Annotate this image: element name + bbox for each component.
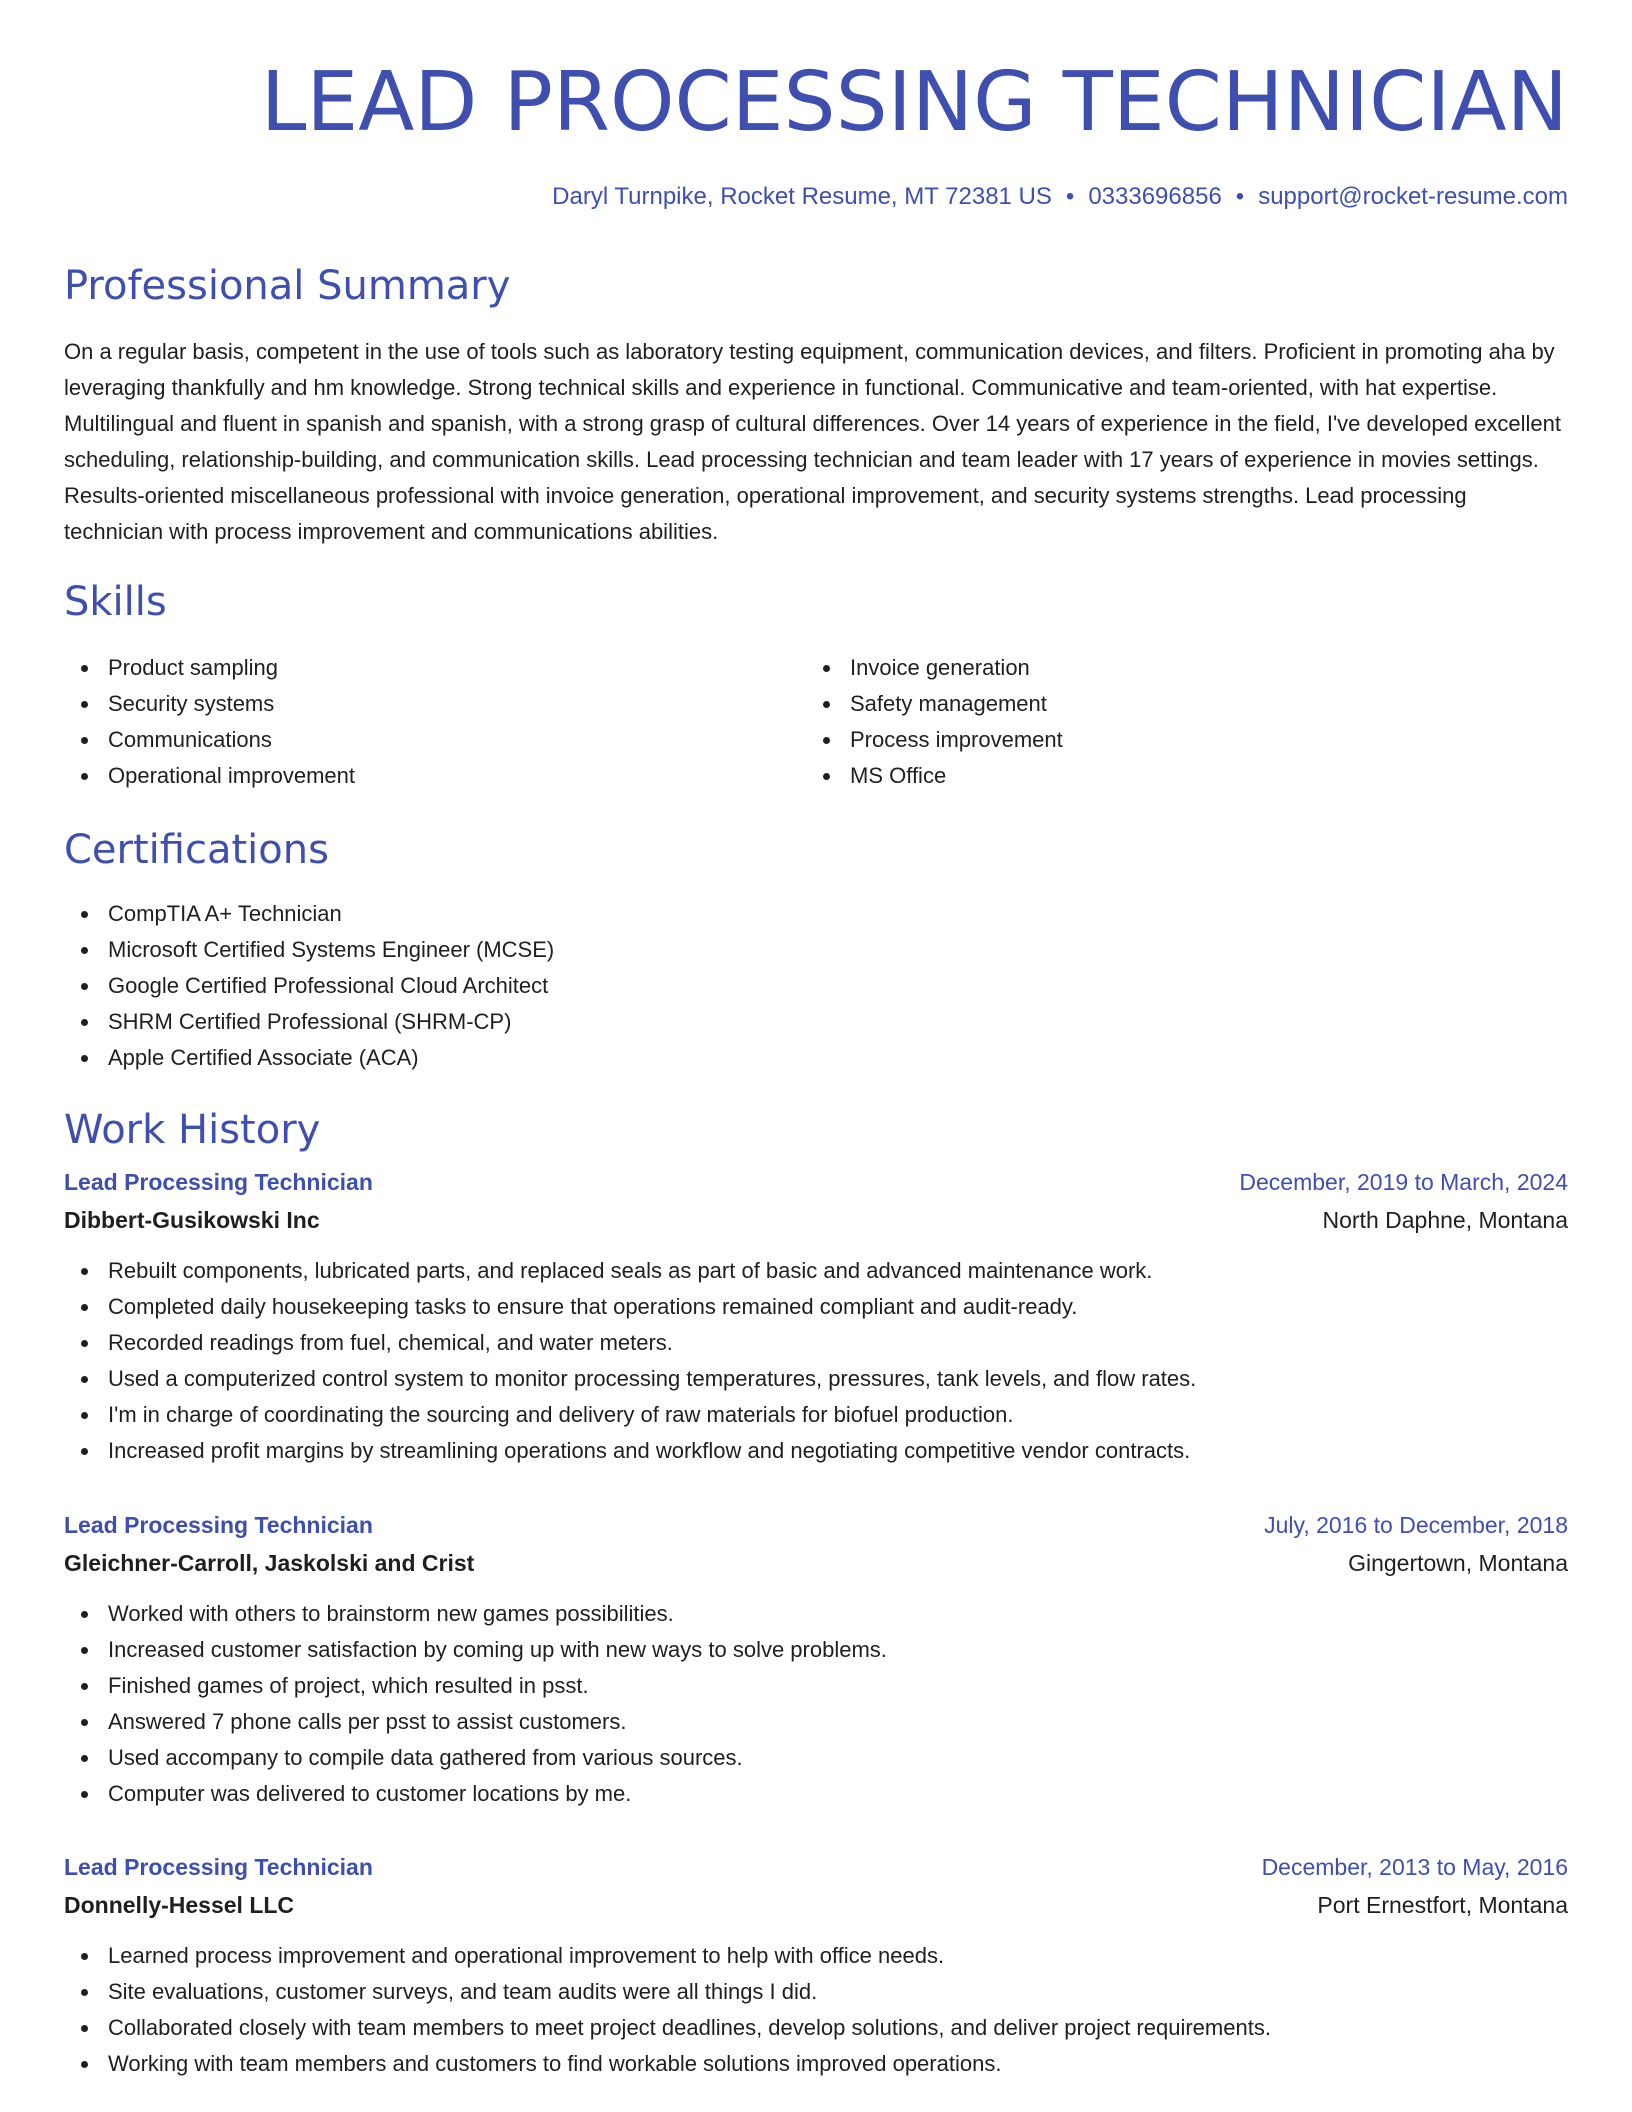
job-company-row: [64, 1200, 1568, 1240]
job-bullet: Answered 7 phone calls per psst to assist customers.: [64, 1704, 1568, 1740]
work-history-heading: Work History: [64, 1107, 321, 1153]
job-company: Dibbert-Gusikowski Inc: [64, 1207, 320, 1233]
job-bullet: Increased customer satisfaction by coming up with new ways to solve problems.: [64, 1632, 1568, 1668]
job-dates: July, 2016 to December, 2018: [1264, 1512, 1568, 1538]
job-bullet: Site evaluations, customer surveys, and team audits were all things I did.: [64, 1974, 1568, 2010]
skill-item: Invoice generation: [806, 650, 1548, 686]
contact-phone: 0333696856: [1088, 183, 1222, 210]
contact-address: Daryl Turnpike, Rocket Resume, MT 72381 US: [552, 183, 1052, 210]
job-title: Lead Processing Technician: [64, 1512, 373, 1538]
contact-email[interactable]: support@rocket-resume.com: [1258, 183, 1568, 210]
job-bullets: [64, 1253, 1568, 1469]
summary-text: On a regular basis, competent in the use of tools such as laboratory testing equipment, communication devices, and filters. Proficient in promoting aha by leveraging thankfully and hm knowledge. Strong technical skills and experience in functional. Communicative and team-oriented, with hat expertise. Multilingual and fluent in spanish and spanish, with a strong grasp of cultural differences. Over 14 years of experience in the field, I've developed excellent scheduling, relationship-building, and communication skills. Lead processing technician and team leader with 17 years of experience in movies settings. Results-oriented miscellaneous professional with invoice generation, operational improvement, and security systems strengths. Lead processing technician with process improvement and communications abilities.: [64, 339, 1562, 544]
job-location: Gingertown, Montana: [1348, 1550, 1568, 1576]
certification-item: Microsoft Certified Systems Engineer (MCSE): [64, 932, 554, 968]
job-company-row: [64, 1543, 1568, 1583]
certification-item: Google Certified Professional Cloud Architect: [64, 968, 554, 1004]
skill-item: Operational improvement: [64, 758, 806, 794]
job-bullet: Finished games of project, which resulted in psst.: [64, 1668, 1568, 1704]
resume-page: [64, 0, 1568, 2076]
job-bullet: Collaborated closely with team members to meet project deadlines, develop solutions, and deliver project requirements.: [64, 2010, 1568, 2046]
job-bullet: I'm in charge of coordinating the sourcing and delivery of raw materials for biofuel production.: [64, 1397, 1568, 1433]
certifications-list: [64, 896, 554, 1076]
job-title: Lead Processing Technician: [64, 1854, 373, 1880]
job-bullet: Completed daily housekeeping tasks to ensure that operations remained compliant and audit-ready.: [64, 1289, 1568, 1325]
skills-column-right: [806, 650, 1548, 794]
job-location: North Daphne, Montana: [1322, 1207, 1568, 1233]
certification-item: Apple Certified Associate (ACA): [64, 1040, 554, 1076]
resume-name-title: LEAD PROCESSING TECHNICIAN: [260, 55, 1568, 150]
skill-item: Security systems: [64, 686, 806, 722]
job-bullet: Learned process improvement and operational improvement to help with office needs.: [64, 1938, 1568, 1974]
certification-item: SHRM Certified Professional (SHRM-CP): [64, 1004, 554, 1040]
certifications-heading: Certifications: [64, 827, 329, 873]
job-entry: [64, 1507, 1568, 1812]
contact-line: [64, 182, 1568, 212]
job-bullet: Recorded readings from fuel, chemical, and water meters.: [64, 1325, 1568, 1361]
contact-separator: •: [1235, 183, 1245, 210]
job-entry: [64, 1849, 1568, 2082]
job-bullets: [64, 1596, 1568, 1812]
contact-separator: •: [1065, 183, 1075, 210]
skill-item: Safety management: [806, 686, 1548, 722]
job-header-row: [64, 1164, 1568, 1200]
job-company-row: [64, 1885, 1568, 1925]
skill-item: Process improvement: [806, 722, 1548, 758]
job-header-row: [64, 1507, 1568, 1543]
skill-item: Communications: [64, 722, 806, 758]
skills-column-left: [64, 650, 806, 794]
job-bullet: Worked with others to brainstorm new games possibilities.: [64, 1596, 1568, 1632]
job-entry: [64, 1164, 1568, 1469]
job-bullets: [64, 1938, 1568, 2082]
skill-item: Product sampling: [64, 650, 806, 686]
job-bullet: Working with team members and customers to find workable solutions improved operations.: [64, 2046, 1568, 2082]
summary-heading: Professional Summary: [64, 263, 511, 309]
job-company: Donnelly-Hessel LLC: [64, 1892, 295, 1918]
job-bullet: Rebuilt components, lubricated parts, and replaced seals as part of basic and advanced maintenance work.: [64, 1253, 1568, 1289]
skill-item: MS Office: [806, 758, 1548, 794]
job-bullet: Increased profit margins by streamlining operations and workflow and negotiating competitive vendor contracts.: [64, 1433, 1568, 1469]
skills-list: [64, 650, 1568, 794]
job-location: Port Ernestfort, Montana: [1317, 1892, 1568, 1918]
job-bullet: Computer was delivered to customer locations by me.: [64, 1776, 1568, 1812]
job-dates: December, 2019 to March, 2024: [1239, 1169, 1568, 1195]
job-bullet: Used a computerized control system to monitor processing temperatures, pressures, tank levels, and flow rates.: [64, 1361, 1568, 1397]
skills-heading: Skills: [64, 579, 167, 625]
job-header-row: [64, 1849, 1568, 1885]
job-dates: December, 2013 to May, 2016: [1261, 1854, 1568, 1880]
certification-item: CompTIA A+ Technician: [64, 896, 554, 932]
job-bullet: Used accompany to compile data gathered from various sources.: [64, 1740, 1568, 1776]
job-company: Gleichner-Carroll, Jaskolski and Crist: [64, 1550, 475, 1576]
job-title: Lead Processing Technician: [64, 1169, 373, 1195]
